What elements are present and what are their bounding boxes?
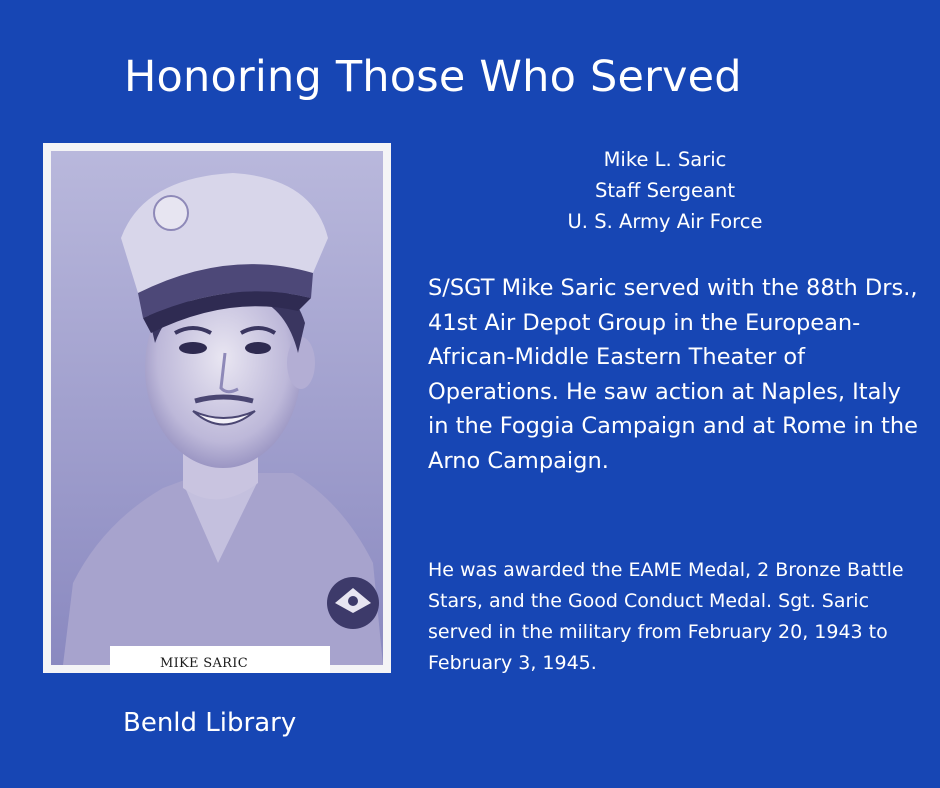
- member-branch: U. S. Army Air Force: [567, 210, 763, 233]
- page-title: Honoring Those Who Served: [124, 52, 742, 102]
- awards-paragraph: He was awarded the EAME Medal, 2 Bronze Battle Stars, and the Good Conduct Medal. Sgt. Saric served in the military from February 20, 1943 to February 3, 1945.: [428, 559, 904, 674]
- nameplate-text: MIKE SARIC: [160, 656, 248, 671]
- photo-nameplate: [110, 646, 330, 673]
- member-name: Mike L. Saric: [603, 148, 727, 171]
- member-rank: Staff Sergeant: [595, 179, 735, 202]
- service-member-header: [540, 144, 790, 237]
- portrait-photo: [43, 143, 391, 673]
- portrait-illustration: [43, 143, 391, 673]
- library-caption: Benld Library: [123, 708, 297, 738]
- service-bio-paragraph: S/SGT Mike Saric served with the 88th Drs., 41st Air Depot Group in the European-African-Middle Eastern Theater of Operations. He saw action at Naples, Italy in the Foggia Campaign and at Rome in the Arno Campaign.: [428, 275, 918, 474]
